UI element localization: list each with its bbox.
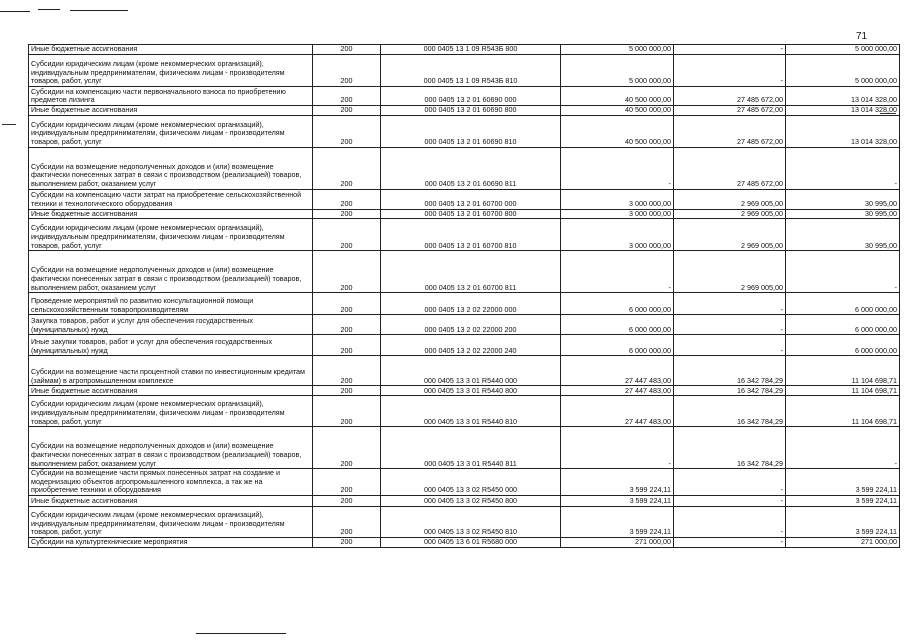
row-executed-amount: 27 485 672,00 xyxy=(674,115,786,147)
row-budget-code: 000 0405 13 2 02 22000 200 xyxy=(381,315,561,335)
row-executed-amount: - xyxy=(674,335,786,356)
row-line-code: 200 xyxy=(313,495,381,506)
row-name: Субсидии на возмещение части прямых понесенных затрат на создание и модернизацию объектов агропромышленного комплекса, а так же на приобретение техники и оборудования xyxy=(29,469,313,496)
row-executed-amount: 16 342 784,29 xyxy=(674,356,786,386)
row-unexecuted-amount: 6 000 000,00 xyxy=(786,315,900,335)
table-row xyxy=(29,55,900,87)
scan-artifact-top-right xyxy=(70,10,128,11)
row-line-code: 200 xyxy=(313,506,381,537)
budget-execution-table xyxy=(28,44,900,548)
row-executed-amount: 2 969 005,00 xyxy=(674,219,786,251)
row-name: Субсидии юридическим лицам (кроме некоммерческих организаций), индивидуальным предпринимателям, физическим лицам - производителям товаров, работ, услуг xyxy=(29,396,313,427)
row-name: Субсидии на культуртехнические мероприятия xyxy=(29,537,313,547)
row-unexecuted-amount: 13 014 328,00 xyxy=(786,106,900,116)
row-name: Субсидии на возмещение недополученных доходов и (или) возмещение фактически понесенных затрат в связи с производством (реализацией) товаров, выполнением работ, оказанием услуг xyxy=(29,147,313,189)
row-executed-amount: 16 342 784,29 xyxy=(674,427,786,469)
row-line-code: 200 xyxy=(313,87,381,106)
row-line-code: 200 xyxy=(313,55,381,87)
row-budget-code: 000 0405 13 1 09 R543Б 810 xyxy=(381,55,561,87)
row-unexecuted-amount: - xyxy=(786,427,900,469)
row-approved-amount: 3 599 224,11 xyxy=(561,469,674,496)
row-budget-code: 000 0405 13 2 01 60700 811 xyxy=(381,251,561,293)
row-unexecuted-amount: 3 599 224,11 xyxy=(786,506,900,537)
scan-artifact-left-margin xyxy=(2,124,16,125)
row-line-code: 200 xyxy=(313,219,381,251)
table-row xyxy=(29,386,900,396)
row-name: Иные бюджетные ассигнования xyxy=(29,386,313,396)
table-row xyxy=(29,293,900,315)
row-unexecuted-amount: 6 000 000,00 xyxy=(786,335,900,356)
row-approved-amount: 3 599 224,11 xyxy=(561,506,674,537)
page-number: 71 xyxy=(856,31,868,42)
table-row xyxy=(29,315,900,335)
table-row xyxy=(29,106,900,116)
row-approved-amount: - xyxy=(561,427,674,469)
row-unexecuted-amount: 5 000 000,00 xyxy=(786,55,900,87)
row-budget-code: 000 0405 13 2 01 60690 800 xyxy=(381,106,561,116)
scan-artifact-bottom xyxy=(196,633,286,634)
row-budget-code: 000 0405 13 3 01 R5440 810 xyxy=(381,396,561,427)
row-approved-amount: 3 000 000,00 xyxy=(561,189,674,209)
row-line-code: 200 xyxy=(313,427,381,469)
row-executed-amount: - xyxy=(674,537,786,547)
scan-artifact-top-left xyxy=(0,11,30,12)
row-approved-amount: 6 000 000,00 xyxy=(561,315,674,335)
row-name: Субсидии юридическим лицам (кроме некоммерческих организаций), индивидуальным предпринимателям, физическим лицам - производителям товаров, работ, услуг xyxy=(29,115,313,147)
row-name: Иные закупки товаров, работ и услуг для обеспечения государственных (муниципальных) нужд xyxy=(29,335,313,356)
row-executed-amount: - xyxy=(674,495,786,506)
row-approved-amount: - xyxy=(561,147,674,189)
row-name: Закупка товаров, работ и услуг для обеспечения государственных (муниципальных) нужд xyxy=(29,315,313,335)
table-row xyxy=(29,335,900,356)
row-executed-amount: 27 485 672,00 xyxy=(674,147,786,189)
row-executed-amount: 2 969 005,00 xyxy=(674,209,786,219)
row-budget-code: 000 0405 13 3 01 R5440 800 xyxy=(381,386,561,396)
row-line-code: 200 xyxy=(313,45,381,55)
row-budget-code: 000 0405 13 2 02 22000 240 xyxy=(381,335,561,356)
row-budget-code: 000 0405 13 2 02 22000 000 xyxy=(381,293,561,315)
row-approved-amount: 3 000 000,00 xyxy=(561,209,674,219)
table-row xyxy=(29,506,900,537)
row-unexecuted-amount: 11 104 698,71 xyxy=(786,396,900,427)
table-row xyxy=(29,209,900,219)
row-approved-amount: - xyxy=(561,251,674,293)
row-budget-code: 000 0405 13 2 01 60700 800 xyxy=(381,209,561,219)
row-budget-code: 000 0405 13 2 01 60690 811 xyxy=(381,147,561,189)
row-name: Иные бюджетные ассигнования xyxy=(29,45,313,55)
row-line-code: 200 xyxy=(313,396,381,427)
row-budget-code: 000 0405 13 2 01 60700 000 xyxy=(381,189,561,209)
row-name: Субсидии на возмещение недополученных доходов и (или) возмещение фактически понесенных затрат в связи с производством (реализацией) товаров, выполнением работ, оказанием услуг xyxy=(29,427,313,469)
row-line-code: 200 xyxy=(313,293,381,315)
row-line-code: 200 xyxy=(313,469,381,496)
row-budget-code: 000 0405 13 2 01 60690 810 xyxy=(381,115,561,147)
row-executed-amount: - xyxy=(674,469,786,496)
table-row xyxy=(29,115,900,147)
row-approved-amount: 6 000 000,00 xyxy=(561,293,674,315)
table-row xyxy=(29,147,900,189)
row-line-code: 200 xyxy=(313,251,381,293)
scan-artifact-top-mid xyxy=(38,9,60,10)
row-unexecuted-amount: - xyxy=(786,147,900,189)
table-row xyxy=(29,189,900,209)
table-row xyxy=(29,396,900,427)
row-unexecuted-amount: 11 104 698,71 xyxy=(786,386,900,396)
row-executed-amount: - xyxy=(674,506,786,537)
row-approved-amount: 40 500 000,00 xyxy=(561,106,674,116)
row-line-code: 200 xyxy=(313,356,381,386)
row-budget-code: 000 0405 13 2 01 60690 000 xyxy=(381,87,561,106)
row-name: Субсидии юридическим лицам (кроме некоммерческих организаций), индивидуальным предпринимателям, физическим лицам - производителям товаров, работ, услуг xyxy=(29,55,313,87)
table-row xyxy=(29,219,900,251)
row-name: Иные бюджетные ассигнования xyxy=(29,209,313,219)
row-name: Субсидии юридическим лицам (кроме некоммерческих организаций), индивидуальным предпринимателям, физическим лицам - производителям товаров, работ, услуг xyxy=(29,506,313,537)
row-budget-code: 000 0405 13 3 02 R5450 810 xyxy=(381,506,561,537)
row-line-code: 200 xyxy=(313,189,381,209)
row-unexecuted-amount: 3 599 224,11 xyxy=(786,495,900,506)
row-name: Субсидии юридическим лицам (кроме некоммерческих организаций), индивидуальным предпринимателям, физическим лицам - производителям товаров, работ, услуг xyxy=(29,219,313,251)
row-executed-amount: 2 969 005,00 xyxy=(674,189,786,209)
row-executed-amount: - xyxy=(674,55,786,87)
row-budget-code: 000 0405 13 3 01 R5440 811 xyxy=(381,427,561,469)
row-unexecuted-amount: 13 014 328,00 xyxy=(786,87,900,106)
row-executed-amount: - xyxy=(674,293,786,315)
row-unexecuted-amount: 271 000,00 xyxy=(786,537,900,547)
row-approved-amount: 271 000,00 xyxy=(561,537,674,547)
row-unexecuted-amount: - xyxy=(786,251,900,293)
row-budget-code: 000 0405 13 6 01 R5680 000 xyxy=(381,537,561,547)
row-line-code: 200 xyxy=(313,335,381,356)
row-approved-amount: 40 500 000,00 xyxy=(561,87,674,106)
row-unexecuted-amount: 30 995,00 xyxy=(786,189,900,209)
table-row xyxy=(29,356,900,386)
row-unexecuted-amount: 6 000 000,00 xyxy=(786,293,900,315)
row-name: Проведение мероприятий по развитию консультационной помощи сельскохозяйственным товаропроизводителям xyxy=(29,293,313,315)
row-unexecuted-amount: 3 599 224,11 xyxy=(786,469,900,496)
row-unexecuted-amount: 5 000 000,00 xyxy=(786,45,900,55)
row-approved-amount: 27 447 483,00 xyxy=(561,396,674,427)
table-row xyxy=(29,495,900,506)
row-unexecuted-amount: 30 995,00 xyxy=(786,219,900,251)
row-budget-code: 000 0405 13 3 02 R5450 000 xyxy=(381,469,561,496)
row-name: Иные бюджетные ассигнования xyxy=(29,495,313,506)
row-executed-amount: - xyxy=(674,45,786,55)
row-budget-code: 000 0405 13 3 01 R5440 000 xyxy=(381,356,561,386)
row-line-code: 200 xyxy=(313,106,381,116)
row-name: Субсидии на возмещение части процентной ставки по инвестиционным кредитам (займам) в агропромышленном комплексе xyxy=(29,356,313,386)
row-approved-amount: 27 447 483,00 xyxy=(561,356,674,386)
table-row xyxy=(29,427,900,469)
table-row xyxy=(29,537,900,547)
row-approved-amount: 40 500 000,00 xyxy=(561,115,674,147)
row-line-code: 200 xyxy=(313,209,381,219)
row-executed-amount: 27 485 672,00 xyxy=(674,87,786,106)
row-line-code: 200 xyxy=(313,386,381,396)
table-row xyxy=(29,87,900,106)
row-name: Субсидии на компенсацию части первоначального взноса по приобретению предметов лизинга xyxy=(29,87,313,106)
row-line-code: 200 xyxy=(313,315,381,335)
row-budget-code: 000 0405 13 2 01 60700 810 xyxy=(381,219,561,251)
row-executed-amount: - xyxy=(674,315,786,335)
row-executed-amount: 2 969 005,00 xyxy=(674,251,786,293)
row-name: Субсидии на возмещение недополученных доходов и (или) возмещение фактически понесенных затрат в связи с производством (реализацией) товаров, выполнением работ, оказанием услуг xyxy=(29,251,313,293)
row-approved-amount: 6 000 000,00 xyxy=(561,335,674,356)
row-line-code: 200 xyxy=(313,537,381,547)
table-row xyxy=(29,469,900,496)
row-budget-code: 000 0405 13 1 09 R543Б 800 xyxy=(381,45,561,55)
row-line-code: 200 xyxy=(313,115,381,147)
row-line-code: 200 xyxy=(313,147,381,189)
row-budget-code: 000 0405 13 3 02 R5450 800 xyxy=(381,495,561,506)
row-unexecuted-amount: 30 995,00 xyxy=(786,209,900,219)
row-executed-amount: 27 485 672,00 xyxy=(674,106,786,116)
table-row xyxy=(29,251,900,293)
row-executed-amount: 16 342 784,29 xyxy=(674,386,786,396)
row-approved-amount: 27 447 483,00 xyxy=(561,386,674,396)
row-approved-amount: 5 000 000,00 xyxy=(561,55,674,87)
table-row xyxy=(29,45,900,55)
row-name: Субсидии на компенсацию части затрат на приобретение сельскохозяйственной техники и технологического оборудования xyxy=(29,189,313,209)
row-approved-amount: 3 000 000,00 xyxy=(561,219,674,251)
row-name: Иные бюджетные ассигнования xyxy=(29,106,313,116)
row-approved-amount: 5 000 000,00 xyxy=(561,45,674,55)
row-executed-amount: 16 342 784,29 xyxy=(674,396,786,427)
row-unexecuted-amount: 13 014 328,00 xyxy=(786,115,900,147)
table-body xyxy=(29,45,900,548)
row-unexecuted-amount: 11 104 698,71 xyxy=(786,356,900,386)
row-approved-amount: 3 599 224,11 xyxy=(561,495,674,506)
